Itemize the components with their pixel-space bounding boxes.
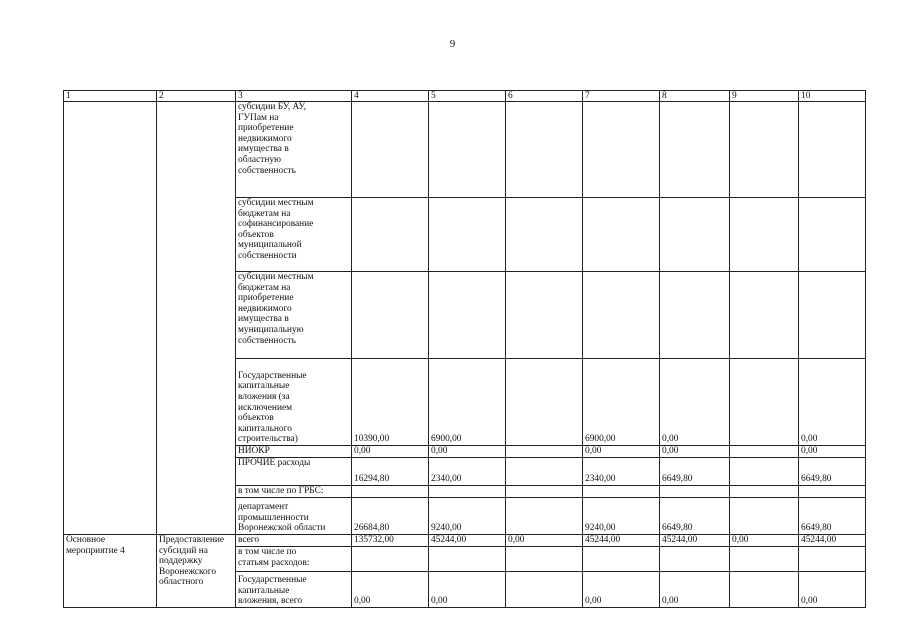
expense-item-label: [236, 458, 352, 486]
value-cell-col10: 0,00: [799, 572, 866, 608]
value-cell-col9: [730, 498, 799, 535]
value-cell-col9: [730, 102, 799, 198]
expense-item-text: НИОКР: [238, 446, 270, 456]
value-cell-col8: 0,00: [660, 572, 730, 608]
value-cell-col6: [506, 198, 583, 272]
page-number: 9: [449, 38, 456, 50]
column-header-9: 9: [730, 91, 799, 102]
column-header-row: [64, 91, 866, 102]
value-cell-col7: 9240,00: [583, 498, 660, 535]
expense-item-label: [236, 535, 352, 547]
expense-item-label: [236, 272, 352, 359]
column-header-7: 7: [583, 91, 660, 102]
value-cell-col7: [583, 198, 660, 272]
expense-item-label: [236, 547, 352, 572]
column-header-4: 4: [352, 91, 429, 102]
measure-description-cell: [157, 535, 236, 608]
value-cell-col8: 0,00: [660, 359, 730, 446]
expense-item-text: Государственные капитальные вложения, всего: [238, 575, 307, 607]
expense-item-text: всего: [238, 535, 260, 545]
expense-item-label: [236, 486, 352, 498]
value-cell-col10: 6649,80: [799, 498, 866, 535]
value-cell-col4: [352, 198, 429, 272]
value-cell-col4: 0,00: [352, 572, 429, 608]
value-cell-col10: [799, 486, 866, 498]
value-cell-col9: [730, 547, 799, 572]
value-cell-col5: [429, 547, 506, 572]
value-cell-col7: 2340,00: [583, 458, 660, 486]
expense-item-text: в том числе по ГРБС:: [238, 486, 324, 496]
value-cell-col7: [583, 486, 660, 498]
value-cell-col5: 0,00: [429, 572, 506, 608]
budget-table: [63, 90, 866, 608]
value-cell-col8: [660, 486, 730, 498]
value-cell-col5: [429, 486, 506, 498]
value-cell-col7: 45244,00: [583, 535, 660, 547]
value-cell-col8: 6649,80: [660, 458, 730, 486]
value-cell-col7: 6900,00: [583, 359, 660, 446]
value-cell-col10: [799, 102, 866, 198]
value-cell-col6: [506, 486, 583, 498]
column-header-2: 2: [157, 91, 236, 102]
value-cell-col4: [352, 486, 429, 498]
expense-item-text: субсидии местным бюджетам на софинансирование объектов муниципальной собственности: [238, 198, 314, 261]
value-cell-col5: 0,00: [429, 446, 506, 458]
expense-item-label: [236, 498, 352, 535]
measure-name: Основное мероприятие 4: [66, 535, 125, 556]
column-header-10: 10: [799, 91, 866, 102]
expense-item-text: ПРОЧИЕ расходы: [238, 458, 311, 468]
col1-empty-cell: [64, 102, 157, 535]
table-row: [64, 102, 866, 198]
value-cell-col7: 0,00: [583, 572, 660, 608]
measure-description: Предоставление субсидий на поддержку Воронежского областного: [159, 535, 225, 588]
value-cell-col6: [506, 446, 583, 458]
value-cell-col6: [506, 102, 583, 198]
expense-item-text: субсидии БУ, АУ, ГУПам на приобретение недвижимого имущества в областную собственность: [238, 102, 306, 176]
value-cell-col5: [429, 102, 506, 198]
value-cell-col7: [583, 547, 660, 572]
value-cell-col5: 6900,00: [429, 359, 506, 446]
expense-item-text: департамент промышленности Воронежской области: [238, 502, 326, 534]
expense-item-label: [236, 102, 352, 198]
col2-empty-cell: [157, 102, 236, 535]
value-cell-col9: [730, 486, 799, 498]
value-cell-col9: 0,00: [730, 535, 799, 547]
value-cell-col9: [730, 198, 799, 272]
value-cell-col5: [429, 272, 506, 359]
column-header-8: 8: [660, 91, 730, 102]
column-header-3: 3: [236, 91, 352, 102]
expense-item-text: Государственные капитальные вложения (за исключением объектов капитального строительства): [238, 370, 307, 445]
value-cell-col6: [506, 458, 583, 486]
value-cell-col6: [506, 547, 583, 572]
value-cell-col6: [506, 572, 583, 608]
column-header-1: 1: [64, 91, 157, 102]
value-cell-col10: 0,00: [799, 359, 866, 446]
value-cell-col8: 6649,80: [660, 498, 730, 535]
value-cell-col4: 0,00: [352, 446, 429, 458]
value-cell-col8: [660, 547, 730, 572]
value-cell-col8: [660, 198, 730, 272]
value-cell-col9: [730, 572, 799, 608]
column-header-6: 6: [506, 91, 583, 102]
value-cell-col4: 26684,80: [352, 498, 429, 535]
value-cell-col7: 0,00: [583, 446, 660, 458]
value-cell-col5: 2340,00: [429, 458, 506, 486]
expense-item-label: [236, 359, 352, 446]
value-cell-col8: [660, 102, 730, 198]
value-cell-col6: 0,00: [506, 535, 583, 547]
value-cell-col5: 45244,00: [429, 535, 506, 547]
expense-item-label: [236, 572, 352, 608]
value-cell-col4: 16294,80: [352, 458, 429, 486]
value-cell-col7: [583, 272, 660, 359]
value-cell-col4: 10390,00: [352, 359, 429, 446]
value-cell-col8: [660, 272, 730, 359]
value-cell-col6: [506, 359, 583, 446]
value-cell-col9: [730, 272, 799, 359]
value-cell-col5: 9240,00: [429, 498, 506, 535]
value-cell-col7: [583, 102, 660, 198]
value-cell-col10: [799, 547, 866, 572]
value-cell-col9: [730, 458, 799, 486]
value-cell-col10: [799, 272, 866, 359]
value-cell-col4: [352, 272, 429, 359]
expense-item-text: субсидии местным бюджетам на приобретение недвижимого имущества в муниципальную собственность: [238, 272, 314, 346]
value-cell-col9: [730, 359, 799, 446]
value-cell-col10: 0,00: [799, 446, 866, 458]
expense-item-label: [236, 198, 352, 272]
value-cell-col8: 45244,00: [660, 535, 730, 547]
value-cell-col10: [799, 198, 866, 272]
expense-item-text: в том числе по статьям расходов:: [238, 547, 310, 568]
value-cell-col6: [506, 498, 583, 535]
value-cell-col4: 135732,00: [352, 535, 429, 547]
value-cell-col4: [352, 547, 429, 572]
measure-name-cell: [64, 535, 157, 608]
value-cell-col10: 45244,00: [799, 535, 866, 547]
value-cell-col10: 6649,80: [799, 458, 866, 486]
value-cell-col9: [730, 446, 799, 458]
table-row: [64, 535, 866, 547]
value-cell-col8: 0,00: [660, 446, 730, 458]
column-header-5: 5: [429, 91, 506, 102]
value-cell-col6: [506, 272, 583, 359]
value-cell-col5: [429, 198, 506, 272]
expense-item-label: [236, 446, 352, 458]
value-cell-col4: [352, 102, 429, 198]
